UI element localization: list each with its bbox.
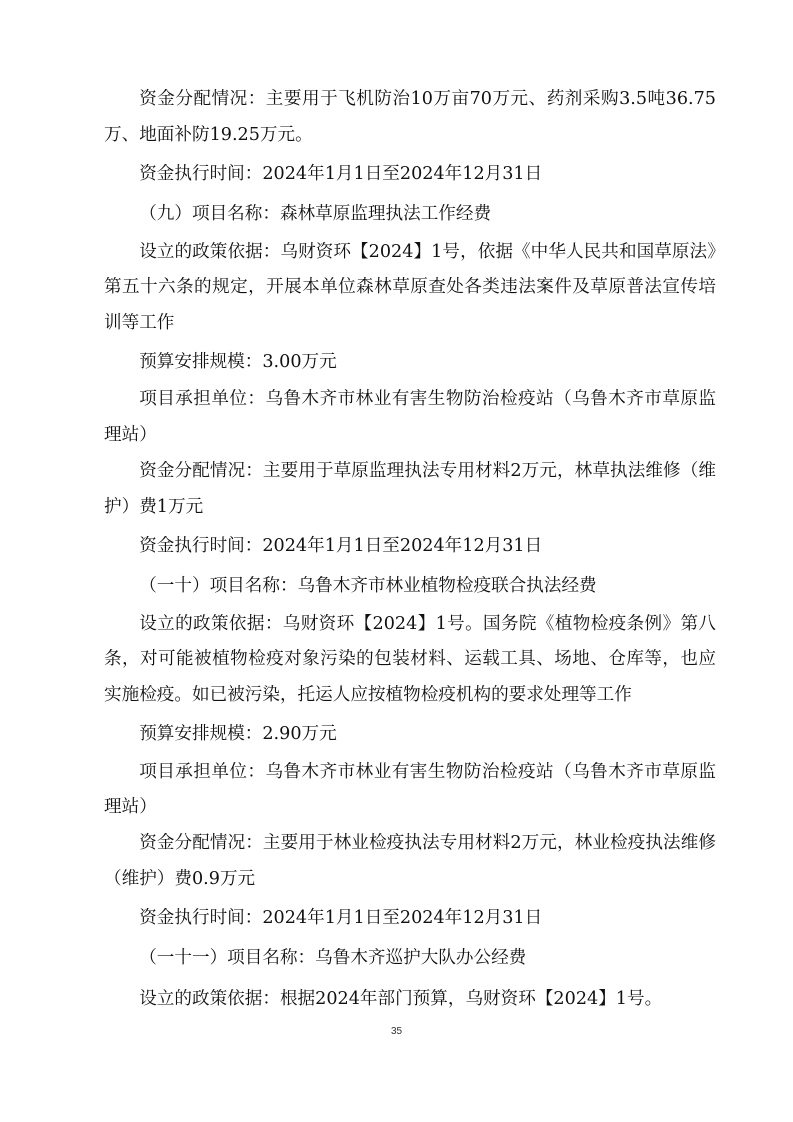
paragraph-project-9-execution-time: 资金执行时间：2024年1月1日至2024年12月31日 bbox=[139, 535, 543, 556]
paragraph-project-10-fund-allocation: 资金分配情况：主要用于林业检疫执法专用材料2万元，林业检疫执法维修（维护）费0.9万元 bbox=[104, 833, 716, 889]
paragraph-project-9-title: （九）项目名称：森林草原监理执法工作经费 bbox=[139, 204, 492, 225]
paragraph-project-10-policy-basis: 设立的政策依据：乌财资环【2024】1号。国务院《植物检疫条例》第八条，对可能被植物检疫对象污染的包装材料、运载工具、场地、仓库等，也应实施检疫。如已被污染，托运人应按植物检疫机构的要求处理等工作 bbox=[104, 613, 716, 706]
paragraph-project-10-title: （一十）项目名称：乌鲁木齐市林业植物检疫联合执法经费 bbox=[139, 576, 597, 597]
paragraph-fund-allocation-aircraft: 资金分配情况：主要用于飞机防治10万亩70万元、药剂采购3.5吨36.75万、地面补防19.25万元。 bbox=[104, 89, 716, 145]
page-number: 35 bbox=[390, 1026, 403, 1037]
paragraph-project-9-budget: 预算安排规模：3.00万元 bbox=[139, 351, 337, 372]
paragraph-project-10-undertaking-unit: 项目承担单位：乌鲁木齐市林业有害生物防治检疫站（乌鲁木齐市草原监理站） bbox=[104, 761, 716, 818]
paragraph-project-9-policy-basis: 设立的政策依据：乌财资环【2024】1号，依据《中华人民共和国草原法》第五十六条的规定，开展本单位森林草原查处各类违法案件及草原普法宣传培训等工作 bbox=[104, 241, 716, 334]
paragraph-project-9-fund-allocation: 资金分配情况：主要用于草原监理执法专用材料2万元，林草执法维修（维护）费1万元 bbox=[104, 461, 716, 517]
paragraph-project-11-title: （一十一）项目名称：乌鲁木齐巡护大队办公经费 bbox=[139, 948, 527, 969]
document-body bbox=[104, 82, 716, 1019]
paragraph-project-9-undertaking-unit: 项目承担单位：乌鲁木齐市林业有害生物防治检疫站（乌鲁木齐市草原监理站） bbox=[104, 389, 716, 446]
paragraph-project-10-budget: 预算安排规模：2.90万元 bbox=[139, 724, 337, 745]
paragraph-execution-time: 资金执行时间：2024年1月1日至2024年12月31日 bbox=[139, 163, 543, 184]
paragraph-project-10-execution-time: 资金执行时间：2024年1月1日至2024年12月31日 bbox=[139, 907, 543, 928]
paragraph-project-11-policy-basis: 设立的政策依据：根据2024年部门预算，乌财资环【2024】1号。 bbox=[139, 988, 663, 1009]
